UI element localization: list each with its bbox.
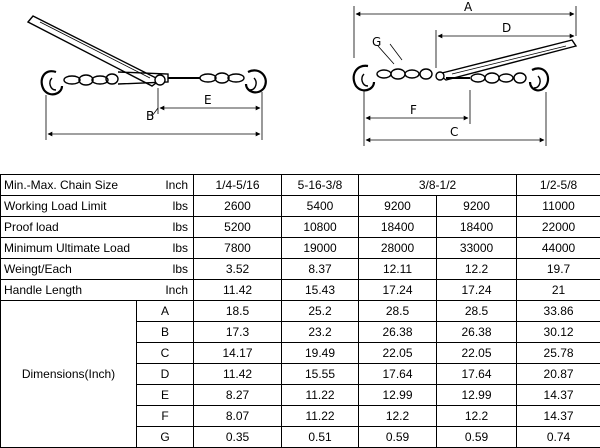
header-unit-text: Inch bbox=[165, 176, 190, 194]
row-label bbox=[1, 196, 194, 217]
value-cell: 30.12 bbox=[517, 322, 600, 343]
value-cell: 28.5 bbox=[437, 301, 517, 322]
value-cell: 19.49 bbox=[282, 343, 359, 364]
row-label bbox=[1, 280, 194, 301]
value-cell: 21 bbox=[517, 280, 600, 301]
dimensions-label: Dimensions(Inch) bbox=[1, 301, 137, 448]
row-label-text: Weingt/Each bbox=[4, 260, 72, 278]
value-cell: 26.38 bbox=[359, 322, 437, 343]
dim-label-B: B bbox=[146, 109, 154, 123]
load-binder-diagram bbox=[0, 0, 600, 170]
value-cell: 12.99 bbox=[437, 385, 517, 406]
value-cell: 33.86 bbox=[517, 301, 600, 322]
value-cell: 5200 bbox=[194, 217, 282, 238]
dimension-key: F bbox=[137, 406, 194, 427]
dim-label-C: C bbox=[450, 125, 458, 139]
header-row bbox=[1, 175, 600, 196]
dim-label-G: G bbox=[372, 35, 381, 49]
value-cell: 17.24 bbox=[359, 280, 437, 301]
value-cell: 11.42 bbox=[194, 364, 282, 385]
value-cell: 44000 bbox=[517, 238, 600, 259]
row-label bbox=[1, 217, 194, 238]
value-cell: 2600 bbox=[194, 196, 282, 217]
value-cell: 33000 bbox=[437, 238, 517, 259]
value-cell: 9200 bbox=[437, 196, 517, 217]
dim-label-F: F bbox=[410, 103, 417, 117]
value-cell: 19.7 bbox=[517, 259, 600, 280]
row-label-text: Working Load Limit bbox=[4, 197, 107, 215]
value-cell: 0.74 bbox=[517, 427, 600, 448]
table-row bbox=[1, 259, 600, 280]
value-cell: 3.52 bbox=[194, 259, 282, 280]
value-cell: 20.87 bbox=[517, 364, 600, 385]
value-cell: 28000 bbox=[359, 238, 437, 259]
value-cell: 11000 bbox=[517, 196, 600, 217]
value-cell: 10800 bbox=[282, 217, 359, 238]
value-cell: 22000 bbox=[517, 217, 600, 238]
value-cell: 12.2 bbox=[437, 406, 517, 427]
dim-label-A: A bbox=[464, 0, 473, 14]
header-label-text: Min.-Max. Chain Size bbox=[4, 176, 118, 194]
table-row bbox=[1, 217, 600, 238]
row-unit-text: lbs bbox=[173, 218, 190, 236]
value-cell: 19000 bbox=[282, 238, 359, 259]
row-unit-text: lbs bbox=[173, 239, 190, 257]
value-cell: 26.38 bbox=[437, 322, 517, 343]
value-cell: 11.22 bbox=[282, 406, 359, 427]
row-label bbox=[1, 238, 194, 259]
value-cell: 7800 bbox=[194, 238, 282, 259]
value-cell: 22.05 bbox=[437, 343, 517, 364]
value-cell: 23.2 bbox=[282, 322, 359, 343]
dimension-key: E bbox=[137, 385, 194, 406]
value-cell: 17.3 bbox=[194, 322, 282, 343]
header-label bbox=[1, 175, 194, 196]
size-2: 5-16-3/8 bbox=[282, 175, 359, 196]
dimension-rows bbox=[1, 301, 600, 448]
table-row bbox=[1, 196, 600, 217]
value-cell: 9200 bbox=[359, 196, 437, 217]
spec-table bbox=[0, 174, 600, 448]
value-cell: 8.27 bbox=[194, 385, 282, 406]
value-cell: 0.51 bbox=[282, 427, 359, 448]
left-binder-drawing bbox=[28, 16, 266, 94]
value-cell: 14.17 bbox=[194, 343, 282, 364]
value-cell: 11.42 bbox=[194, 280, 282, 301]
value-cell: 11.22 bbox=[282, 385, 359, 406]
value-cell: 15.55 bbox=[282, 364, 359, 385]
value-cell: 18400 bbox=[359, 217, 437, 238]
table-row bbox=[1, 280, 600, 301]
value-cell: 14.37 bbox=[517, 406, 600, 427]
dimension-key: C bbox=[137, 343, 194, 364]
row-unit-text: Inch bbox=[165, 281, 190, 299]
value-cell: 22.05 bbox=[359, 343, 437, 364]
value-cell: 8.07 bbox=[194, 406, 282, 427]
value-cell: 25.78 bbox=[517, 343, 600, 364]
row-label-text: Handle Length bbox=[4, 281, 82, 299]
value-cell: 17.24 bbox=[437, 280, 517, 301]
table-row bbox=[1, 238, 600, 259]
right-dimension-lines bbox=[354, 6, 576, 146]
row-label bbox=[1, 259, 194, 280]
dimension-key: D bbox=[137, 364, 194, 385]
value-cell: 12.11 bbox=[359, 259, 437, 280]
size-4: 1/2-5/8 bbox=[517, 175, 600, 196]
size-3: 3/8-1/2 bbox=[359, 175, 517, 196]
dimension-row bbox=[1, 301, 600, 322]
value-cell: 0.59 bbox=[359, 427, 437, 448]
value-cell: 17.64 bbox=[359, 364, 437, 385]
value-cell: 12.2 bbox=[359, 406, 437, 427]
row-unit-text: lbs bbox=[173, 197, 190, 215]
value-cell: 18400 bbox=[437, 217, 517, 238]
value-cell: 0.59 bbox=[437, 427, 517, 448]
value-cell: 5400 bbox=[282, 196, 359, 217]
value-cell: 12.2 bbox=[437, 259, 517, 280]
value-cell: 15.43 bbox=[282, 280, 359, 301]
value-cell: 14.37 bbox=[517, 385, 600, 406]
dimension-key: B bbox=[137, 322, 194, 343]
size-1: 1/4-5/16 bbox=[194, 175, 282, 196]
value-cell: 25.2 bbox=[282, 301, 359, 322]
row-label-text: Minimum Ultimate Load bbox=[4, 239, 130, 257]
value-cell: 0.35 bbox=[194, 427, 282, 448]
row-label-text: Proof load bbox=[4, 218, 59, 236]
dim-label-D: D bbox=[502, 21, 511, 35]
value-cell: 8.37 bbox=[282, 259, 359, 280]
value-cell: 12.99 bbox=[359, 385, 437, 406]
value-cell: 18.5 bbox=[194, 301, 282, 322]
value-cell: 28.5 bbox=[359, 301, 437, 322]
dim-label-E: E bbox=[204, 93, 212, 107]
dimension-key: G bbox=[137, 427, 194, 448]
dimension-key: A bbox=[137, 301, 194, 322]
right-binder-drawing bbox=[354, 40, 576, 90]
spec-rows bbox=[1, 196, 600, 301]
row-unit-text: lbs bbox=[173, 260, 190, 278]
value-cell: 17.64 bbox=[437, 364, 517, 385]
